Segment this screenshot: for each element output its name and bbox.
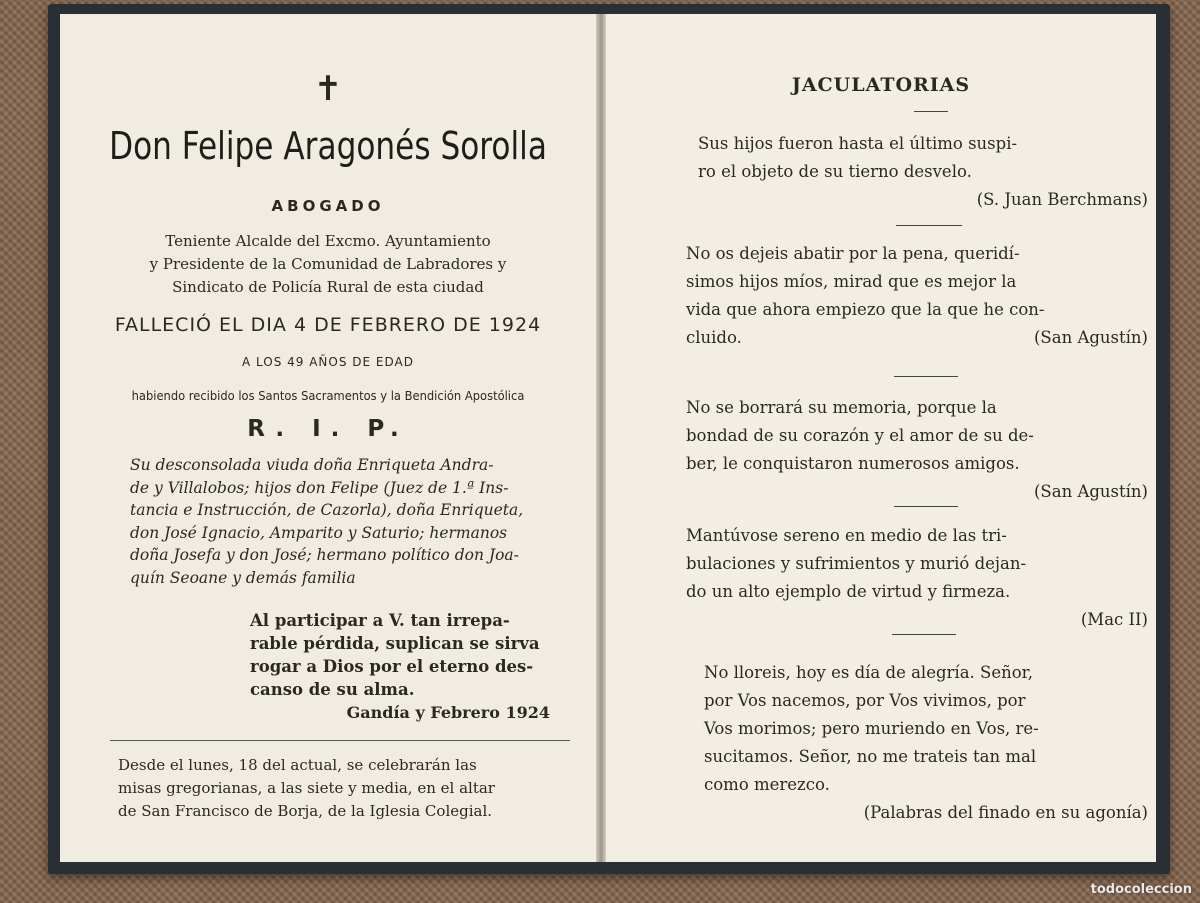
family-line: quín Seoane y demás familia xyxy=(130,568,356,587)
deceased-name: Don Felipe Aragonés Sorolla xyxy=(109,124,547,168)
request-line: canso de su alma. xyxy=(250,680,415,699)
verse-line: sucitamos. Señor, no me trateis tan mal xyxy=(704,747,1037,766)
memorial-card xyxy=(48,4,1170,874)
verse-line: No lloreis, hoy es día de alegría. Señor, xyxy=(704,663,1033,682)
divider xyxy=(110,740,570,741)
verse-attribution: (S. Juan Berchmans) xyxy=(976,190,1148,209)
right-panel xyxy=(606,14,1156,862)
family-line: doña Josefa y don José; hermano político don Joa- xyxy=(130,546,519,564)
verse-line: Sus hijos fueron hasta el último suspi- xyxy=(698,134,1018,153)
verse-attribution: (Mac II) xyxy=(1080,610,1148,629)
request-line: rable pérdida, suplican se sirva xyxy=(250,634,540,653)
verse-line: bulaciones y sufrimientos y murió dejan- xyxy=(686,554,1027,573)
masses-line: misas gregorianas, a las siete y media, en el altar xyxy=(118,779,495,797)
verse-attribution: (San Agustín) xyxy=(1034,328,1148,347)
place-date: Gandía y Febrero 1924 xyxy=(346,703,550,722)
divider xyxy=(914,111,948,112)
rip-text: R. I. P. xyxy=(247,416,409,442)
family-line: tancia e Instrucción, de Cazorla), doña Enriqueta, xyxy=(130,501,524,519)
verse-attribution: (Palabras del finado en su agonía) xyxy=(863,803,1148,822)
verse-line: Vos morimos; pero muriendo en Vos, re- xyxy=(704,719,1039,738)
verse-line: No se borrará su memoria, porque la xyxy=(686,398,997,417)
verse-line: por Vos nacemos, por Vos vivimos, por xyxy=(704,691,1026,710)
bio-line: y Presidente de la Comunidad de Labradores y xyxy=(149,255,507,273)
divider xyxy=(894,506,958,507)
masses-line: de San Francisco de Borja, de la Iglesia Colegial. xyxy=(118,802,493,820)
verse-line: bondad de su corazón y el amor de su de- xyxy=(686,426,1034,445)
divider xyxy=(892,634,956,635)
family-text xyxy=(130,454,590,589)
verse-line: cluido. xyxy=(686,328,742,347)
request-line: Al participar a V. tan irrepa- xyxy=(250,611,510,630)
family-line: Su desconsolada viuda doña Enriqueta Andra- xyxy=(130,456,494,474)
verse-4 xyxy=(686,522,1148,634)
verse-line: Mantúvose sereno en medio de las tri- xyxy=(686,526,1007,545)
masses-line: Desde el lunes, 18 del actual, se celebrarán las xyxy=(118,756,477,774)
death-date: FALLECIÓ EL DIA 4 DE FEBRERO DE 1924 xyxy=(114,314,542,336)
family-line: de y Villalobos; hijos don Felipe (Juez de 1.ª Ins- xyxy=(130,478,509,497)
jaculatorias-title: JACULATORIAS xyxy=(791,74,971,96)
verse-line: vida que ahora empiezo que la que he con- xyxy=(686,300,1045,319)
verse-line: como merezco. xyxy=(704,775,830,794)
sacraments-text: habiendo recibido los Santos Sacramentos y la Bendición Apostólica xyxy=(131,388,525,403)
left-panel xyxy=(60,14,596,862)
verse-3 xyxy=(686,394,1148,506)
verse-5 xyxy=(704,659,1148,827)
divider xyxy=(896,225,962,226)
verse-1 xyxy=(698,130,1148,214)
watermark: todocoleccion xyxy=(1090,882,1192,897)
bio-line: Sindicato de Policía Rural de esta ciudad xyxy=(172,278,484,296)
verse-line: No os dejeis abatir por la pena, queridí- xyxy=(686,244,1020,263)
verse-line: ber, le conquistaron numerosos amigos. xyxy=(686,454,1020,473)
bio-text xyxy=(60,230,596,299)
verse-line: ro el objeto de su tierno desvelo. xyxy=(698,162,972,181)
card-fold xyxy=(596,14,606,862)
family-line: don José Ignacio, Amparito y Saturio; hermanos xyxy=(130,523,508,542)
masses-text xyxy=(118,754,588,823)
verse-line: do un alto ejemplo de virtud y firmeza. xyxy=(686,582,1011,601)
bio-line: Teniente Alcalde del Excmo. Ayuntamiento xyxy=(165,232,491,250)
verse-line: simos hijos míos, mirad que es mejor la xyxy=(686,272,1017,291)
verse-attribution: (San Agustín) xyxy=(1034,482,1148,501)
profession: ABOGADO xyxy=(271,197,385,215)
request-line: rogar a Dios por el eterno des- xyxy=(250,657,534,676)
age-text: A LOS 49 AÑOS DE EDAD xyxy=(241,355,414,369)
request-text xyxy=(250,609,590,701)
cross-icon: ✝ xyxy=(313,69,343,109)
verse-2 xyxy=(686,240,1148,352)
divider xyxy=(894,376,958,377)
